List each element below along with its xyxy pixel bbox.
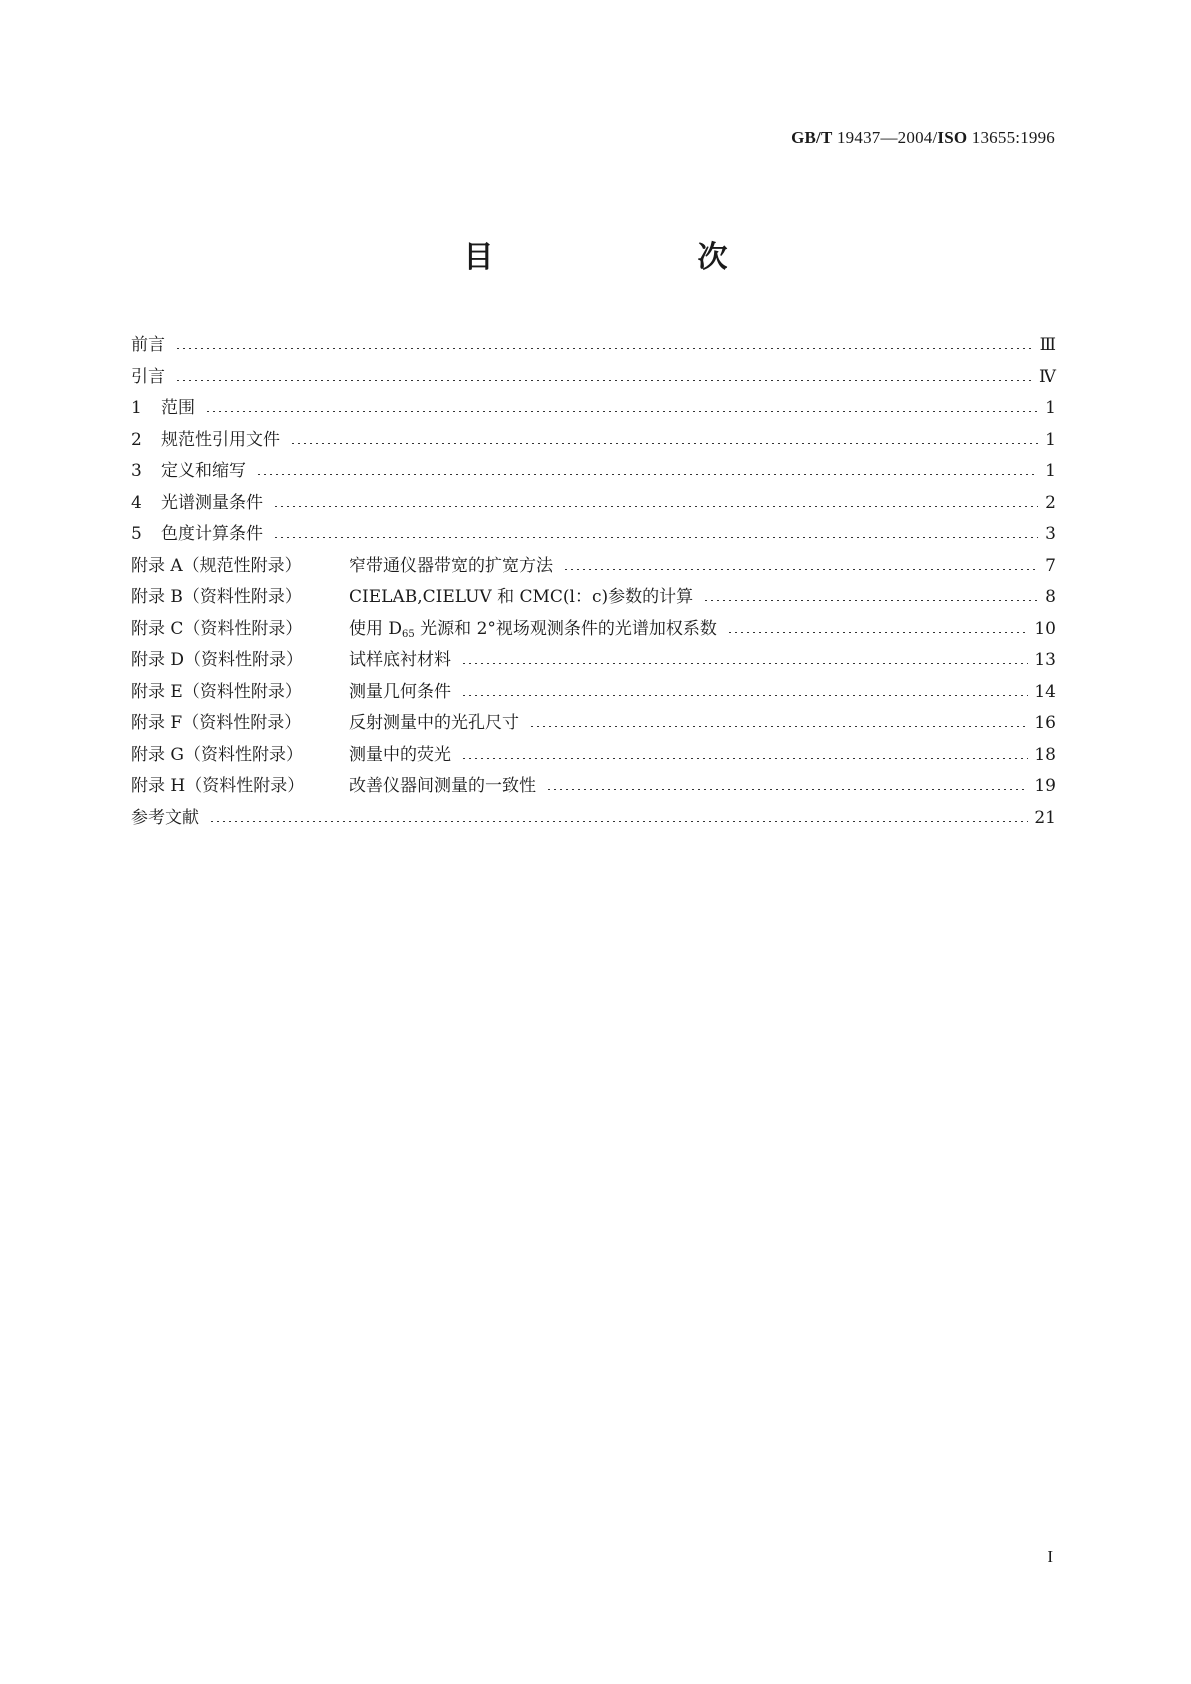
toc-annex-prefix: 附录 D（资料性附录） xyxy=(131,650,304,670)
toc-dot-leader xyxy=(175,380,1033,381)
toc-entry-label: 窄带通仪器带宽的扩宽方法 xyxy=(349,555,553,576)
toc-page-number: 3 xyxy=(1045,524,1056,544)
toc-annex-prefix: 附录 A（规范性附录） xyxy=(131,555,302,576)
toc-entry-introduction[interactable] xyxy=(131,362,1056,394)
toc-entry-label: 定义和缩写 xyxy=(161,461,246,481)
toc-entry-normative-references[interactable] xyxy=(131,425,1056,457)
toc-dot-leader xyxy=(529,726,1028,727)
toc-page-number: 10 xyxy=(1034,618,1056,639)
toc-dot-leader xyxy=(205,411,1038,412)
toc-section-number: 3 xyxy=(131,461,142,481)
toc-section-number: 4 xyxy=(131,492,142,513)
toc-section-number: 5 xyxy=(131,524,142,544)
toc-entry-foreword[interactable] xyxy=(131,330,1056,362)
toc-entry-spectral-conditions[interactable] xyxy=(131,488,1056,520)
toc-page-number: 19 xyxy=(1034,776,1056,796)
page-title: 目 次 xyxy=(463,240,776,275)
toc-entry-label: 引言 xyxy=(131,366,165,387)
toc-entry-annex-c[interactable] xyxy=(131,614,1056,646)
toc-page-number: 2 xyxy=(1045,492,1056,513)
toc-section-number: 1 xyxy=(131,398,142,418)
toc-entry-definitions[interactable] xyxy=(131,456,1056,488)
toc-annex-prefix: 附录 F（资料性附录） xyxy=(131,713,302,733)
toc-dot-leader xyxy=(546,789,1028,790)
toc-dot-leader xyxy=(273,506,1038,507)
toc-entry-label: CIELAB,CIELUV 和 CMC(l：c)参数的计算 xyxy=(349,587,694,607)
toc-dot-leader xyxy=(290,443,1038,444)
toc-dot-leader xyxy=(256,474,1038,475)
toc-label-part: 使用 D xyxy=(349,618,403,639)
toc-entry-annex-f[interactable] xyxy=(131,708,1056,740)
toc-entry-label: 参考文献 xyxy=(131,807,199,828)
toc-entry-colorimetric-conditions[interactable] xyxy=(131,519,1056,551)
toc-page-number: 13 xyxy=(1034,650,1056,670)
toc-annex-prefix: 附录 G（资料性附录） xyxy=(131,744,303,765)
toc-annex-prefix: 附录 H（资料性附录） xyxy=(131,776,305,796)
toc-page-number: 7 xyxy=(1045,555,1056,576)
toc-dot-leader xyxy=(461,695,1028,696)
iso-number: 13655:1996 xyxy=(971,128,1055,147)
toc-page-number: 1 xyxy=(1045,429,1056,450)
toc-dot-leader xyxy=(703,600,1038,601)
toc-page-number: 1 xyxy=(1045,398,1056,418)
toc-entry-annex-b[interactable] xyxy=(131,582,1056,614)
toc-entry-bibliography[interactable] xyxy=(131,803,1056,835)
toc-entry-annex-g[interactable] xyxy=(131,740,1056,772)
toc-section-number: 2 xyxy=(131,429,142,450)
toc-entry-label: 试样底衬材料 xyxy=(349,650,451,670)
toc-entry-label: 测量中的荧光 xyxy=(349,744,451,765)
toc-entry-annex-h[interactable] xyxy=(131,771,1056,803)
toc-dot-leader xyxy=(563,569,1038,570)
toc-entry-label: 范围 xyxy=(161,398,195,418)
toc-entry-label: 反射测量中的光孔尺寸 xyxy=(349,713,519,733)
toc-page-number: 1 xyxy=(1045,461,1056,481)
toc-dot-leader xyxy=(461,758,1028,759)
toc-entry-label: 色度计算条件 xyxy=(161,524,263,544)
table-of-contents xyxy=(131,330,1056,834)
toc-entry-label: 改善仪器间测量的一致性 xyxy=(349,776,536,796)
toc-entry-label: 规范性引用文件 xyxy=(161,429,280,450)
standard-number: 19437—2004/ xyxy=(836,128,938,147)
standard-code: GB/T xyxy=(791,128,833,147)
toc-dot-leader xyxy=(727,632,1028,633)
toc-page-number: Ⅲ xyxy=(1039,335,1056,355)
toc-dot-leader xyxy=(175,348,1034,349)
toc-page-number: 18 xyxy=(1034,744,1056,765)
toc-entry-annex-e[interactable] xyxy=(131,677,1056,709)
toc-label-part: 光源和 2°视场观测条件的光谱加权系数 xyxy=(414,618,717,639)
toc-annex-prefix: 附录 B（资料性附录） xyxy=(131,587,302,607)
toc-page-number: 16 xyxy=(1034,713,1056,733)
toc-entry-annex-a[interactable] xyxy=(131,551,1056,583)
toc-page-number: Ⅳ xyxy=(1039,366,1056,387)
toc-page-number: 14 xyxy=(1034,681,1056,702)
iso-code: ISO xyxy=(937,128,968,147)
toc-page-number: 21 xyxy=(1034,807,1056,828)
page-number: I xyxy=(1047,1547,1053,1566)
toc-dot-leader xyxy=(209,821,1028,822)
toc-annex-prefix: 附录 E（资料性附录） xyxy=(131,681,302,702)
standard-number-header xyxy=(791,128,1055,148)
illuminant-subscript: 65 xyxy=(402,628,415,640)
toc-annex-prefix: 附录 C（资料性附录） xyxy=(131,618,303,639)
toc-dot-leader xyxy=(461,663,1028,664)
toc-entry-label: 测量几何条件 xyxy=(349,681,451,702)
toc-entry-scope[interactable] xyxy=(131,393,1056,425)
toc-entry-label: 前言 xyxy=(131,335,165,355)
toc-page-number: 8 xyxy=(1045,587,1056,607)
toc-entry-label: 光谱测量条件 xyxy=(161,492,263,513)
toc-dot-leader xyxy=(273,537,1038,538)
